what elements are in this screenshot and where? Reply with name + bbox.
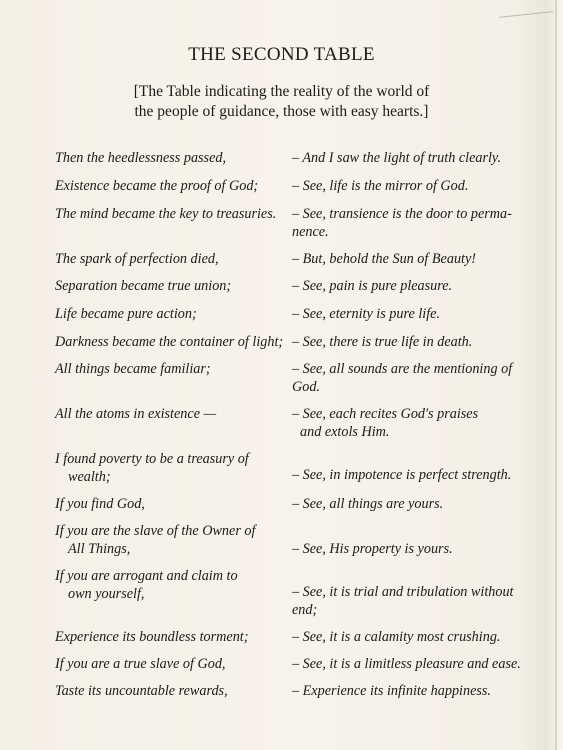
- verse-right: – See, His property is yours.: [292, 541, 453, 557]
- verse-left-continuation: own yourself,: [68, 586, 145, 602]
- verse-left: Experience its boundless torment;: [55, 629, 249, 645]
- verse-left: If you are arrogant and claim to: [55, 568, 238, 584]
- verse-left: The mind became the key to treasuries.: [55, 206, 277, 222]
- verse-left: Darkness became the container of light;: [55, 334, 284, 350]
- verse-left: Separation became true union;: [55, 278, 232, 294]
- verse-right: – See, it is a calamity most crushing.: [292, 629, 501, 645]
- verse-right: – See, transience is the door to perma-: [292, 206, 512, 222]
- verse-left: All the atoms in existence —: [55, 406, 217, 422]
- verse-right: – See, it is a limitless pleasure and ease.: [292, 656, 521, 672]
- verse-right: – See, there is true life in death.: [292, 334, 473, 350]
- page-title: THE SECOND TABLE: [188, 44, 375, 65]
- verse-left: If you find God,: [55, 496, 145, 512]
- verse-right-continuation: and extols Him.: [300, 424, 390, 440]
- table-description-line: [The Table indicating the reality of the world of: [133, 83, 430, 100]
- verse-left: All things became familiar;: [55, 361, 211, 377]
- verse-right: – See, all sounds are the mentioning of: [292, 361, 513, 377]
- table-description: [0, 82, 563, 122]
- verse-right: – See, in impotence is perfect strength.: [292, 467, 512, 483]
- verse-right-continuation: nence.: [292, 224, 329, 240]
- verse-right: – But, behold the Sun of Beauty!: [292, 251, 477, 267]
- verse-left: Life became pure action;: [55, 306, 197, 322]
- verse-right: – See, pain is pure pleasure.: [292, 278, 453, 294]
- verse-left: Then the heedlessness passed,: [55, 150, 227, 166]
- verse-right: – Experience its infinite happiness.: [292, 683, 491, 699]
- verse-right: – See, it is trial and tribulation without: [292, 584, 514, 600]
- page-corner-mark: [499, 0, 553, 18]
- verse-right: – See, all things are yours.: [292, 496, 444, 512]
- verse-right-continuation: end;: [292, 602, 318, 618]
- verse-left: Taste its uncountable rewards,: [55, 683, 228, 699]
- verse-right: – And I saw the light of truth clearly.: [292, 150, 501, 166]
- verse-left-continuation: All Things,: [68, 541, 131, 557]
- verse-left: Existence became the proof of God;: [55, 178, 259, 194]
- verse-left: I found poverty to be a treasury of: [55, 451, 249, 467]
- table-description-line: the people of guidance, those with easy hearts.]: [134, 103, 429, 120]
- verse-right: – See, eternity is pure life.: [292, 306, 441, 322]
- verse-right: – See, each recites God's praises: [292, 406, 479, 422]
- verse-right-continuation: God.: [292, 379, 320, 395]
- verse-right: – See, life is the mirror of God.: [292, 178, 469, 194]
- verse-left-continuation: wealth;: [68, 469, 111, 485]
- verse-left: If you are the slave of the Owner of: [55, 523, 256, 539]
- verse-left: If you are a true slave of God,: [55, 656, 226, 672]
- verse-left: The spark of perfection died,: [55, 251, 219, 267]
